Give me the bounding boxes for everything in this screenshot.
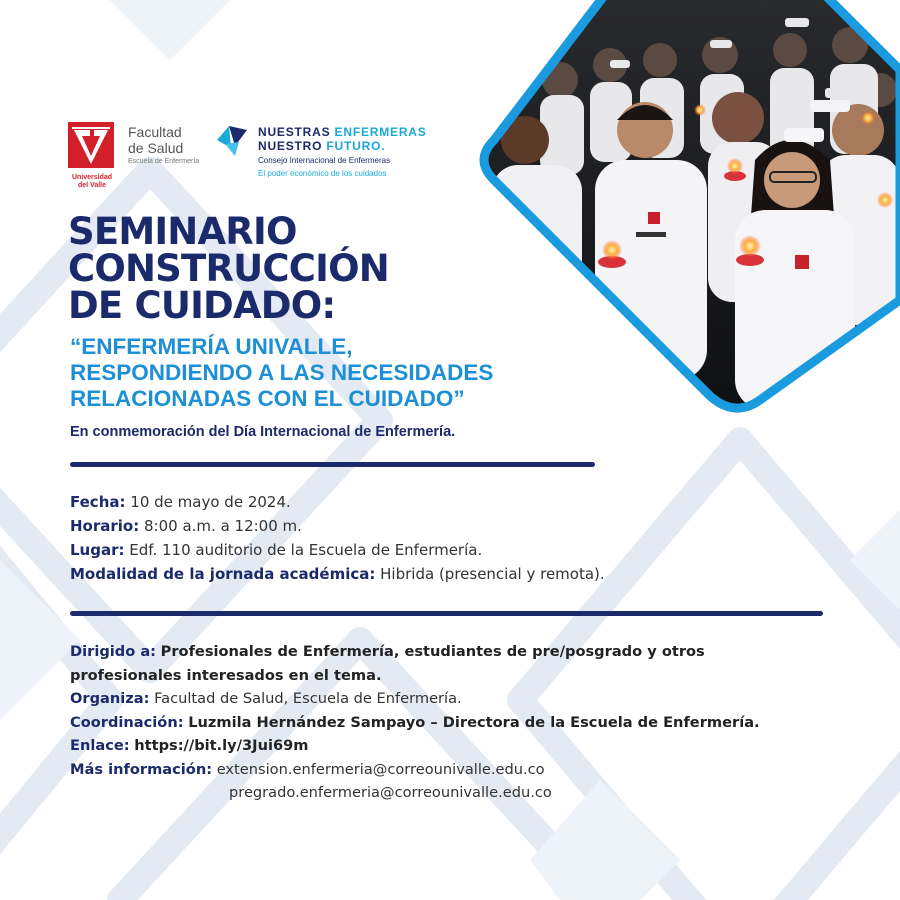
ne-word2: ENFERMERAS xyxy=(334,125,427,139)
facultad-line2: de Salud xyxy=(128,140,184,156)
nuestras-enfermeras-logo xyxy=(258,125,427,180)
dirigido-row1 xyxy=(70,640,760,664)
ne-word4: FUTURO. xyxy=(326,139,386,153)
univalle-shield-icon xyxy=(68,122,114,168)
facultad-logo xyxy=(128,124,199,167)
ne-consejo: Consejo Internacional de Enfermeras xyxy=(258,156,391,165)
subtitle-line3: RELACIONADAS CON EL CUIDADO” xyxy=(70,386,465,411)
fecha-value: 10 de mayo de 2024. xyxy=(130,493,291,511)
audience-info xyxy=(70,640,760,805)
event-details xyxy=(70,490,605,586)
lugar-value: Edf. 110 auditorio de la Escuela de Enfermería. xyxy=(129,541,483,559)
ne-word1: NUESTRAS xyxy=(258,125,331,139)
mas-info-label: Más información: xyxy=(70,760,213,778)
dirigido-row2 xyxy=(70,664,760,688)
facultad-line1: Facultad xyxy=(128,124,182,140)
ne-word3: NUESTRO xyxy=(258,139,323,153)
horario-value: 8:00 a.m. a 12:00 m. xyxy=(144,517,302,535)
enlace-row xyxy=(70,734,760,758)
divider-bottom xyxy=(70,611,823,616)
facultad-line3: Escuela de Enfermería xyxy=(128,158,200,165)
mas-info-row xyxy=(70,758,760,782)
coordinacion-value: Luzmila Hernández Sampayo – Directora de la Escuela de Enfermería. xyxy=(188,713,760,731)
detail-fecha xyxy=(70,490,605,514)
title-line1: SEMINARIO xyxy=(68,210,297,253)
lugar-label: Lugar: xyxy=(70,541,125,559)
detail-lugar xyxy=(70,538,605,562)
mas-info-row2 xyxy=(70,781,760,805)
detail-modalidad xyxy=(70,562,605,586)
modalidad-label: Modalidad de la jornada académica: xyxy=(70,565,376,583)
commemoration-text: En conmemoración del Día Internacional de Enfermería. xyxy=(70,424,456,440)
modalidad-value: Hibrida (presencial y remota). xyxy=(380,565,605,583)
organiza-label: Organiza: xyxy=(70,690,150,707)
subtitle-line2: RESPONDIENDO A LAS NECESIDADES xyxy=(70,360,494,385)
univalle-caption: Universidad del Valle xyxy=(71,174,113,189)
enlace-label: Enlace: xyxy=(70,737,130,754)
email-pregrado[interactable]: pregrado.enfermeria@correounivalle.edu.co xyxy=(229,784,552,801)
organiza-row xyxy=(70,687,760,711)
enlace-link[interactable]: https://bit.ly/3Jui69m xyxy=(134,737,309,754)
ne-poder: El poder económico de los cuidados xyxy=(258,169,387,178)
page-title xyxy=(68,210,389,327)
dirigido-label: Dirigido a: xyxy=(70,643,157,660)
dirigido-value2: profesionales interesados en el tema. xyxy=(70,666,382,684)
horario-label: Horario: xyxy=(70,517,140,535)
email-extension[interactable]: extension.enfermeria@correounivalle.edu.co xyxy=(216,760,545,778)
coordinacion-label: Coordinación: xyxy=(70,713,184,731)
subtitle xyxy=(70,334,493,412)
fecha-label: Fecha: xyxy=(70,493,126,511)
subtitle-line1: “ENFERMERÍA UNIVALLE, xyxy=(70,334,353,359)
detail-horario xyxy=(70,514,605,538)
coordinacion-row xyxy=(70,711,760,735)
univalle-logo xyxy=(68,122,116,190)
dirigido-value1: Profesionales de Enfermería, estudiantes de pre/posgrado y otros xyxy=(160,643,705,660)
organiza-value: Facultad de Salud, Escuela de Enfermería. xyxy=(154,690,462,707)
butterfly-icon xyxy=(213,122,251,160)
title-line3: DE CUIDADO: xyxy=(68,284,336,327)
title-line2: CONSTRUCCIÓN xyxy=(68,247,389,290)
divider-top xyxy=(70,462,595,467)
